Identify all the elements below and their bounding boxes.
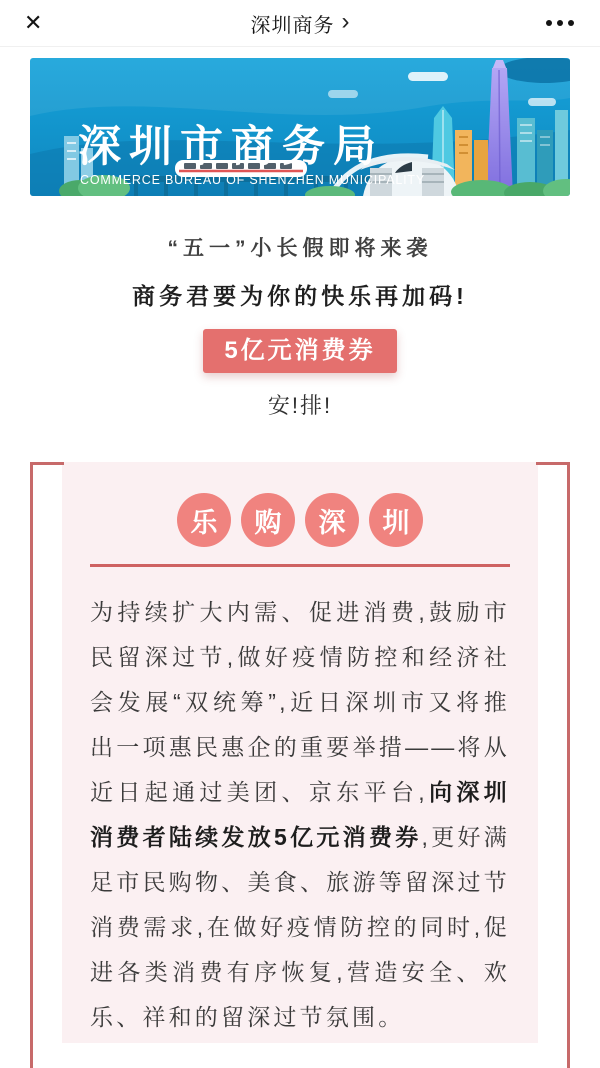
banner-image[interactable] bbox=[30, 58, 570, 196]
intro-line-2: 商务君要为你的快乐再加码! bbox=[132, 283, 468, 309]
paragraph-bold-text: 向深圳消费者陆续发放5亿元消费券 bbox=[90, 779, 510, 850]
intro-line-3: 安!排! bbox=[267, 393, 333, 418]
title-badges bbox=[62, 462, 538, 547]
close-icon[interactable]: ✕ bbox=[24, 10, 43, 35]
content-panel bbox=[62, 462, 538, 1043]
divider-line bbox=[90, 564, 510, 567]
chevron-right-icon: › bbox=[341, 8, 350, 35]
banner-title: 深圳市商务局 bbox=[78, 123, 384, 171]
article-paragraph bbox=[90, 590, 510, 1040]
more-icon[interactable] bbox=[546, 20, 574, 26]
title-badge: 圳 bbox=[369, 493, 423, 547]
banner-illustration bbox=[30, 58, 570, 196]
paragraph-text: 为持续扩大内需、促进消费,鼓励市民留深过节,做好疫情防控和经济社会发展“双统筹”,近日深圳市又将推出一项惠民惠企的重要举措——将从近日起通过美团、京东平台, bbox=[90, 599, 510, 805]
title-badge: 购 bbox=[241, 493, 295, 547]
more-dot bbox=[557, 20, 563, 26]
article-intro bbox=[0, 234, 600, 421]
decorated-frame bbox=[30, 462, 570, 1068]
title-badge: 深 bbox=[305, 493, 359, 547]
more-dot bbox=[546, 20, 552, 26]
topbar bbox=[0, 0, 600, 47]
more-dot bbox=[568, 20, 574, 26]
title-badge: 乐 bbox=[177, 493, 231, 547]
banner-subtitle: COMMERCE BUREAU OF SHENZHEN MUNICIPALITY bbox=[80, 173, 425, 187]
account-title[interactable] bbox=[251, 9, 350, 38]
account-title-text: 深圳商务 bbox=[250, 14, 335, 37]
paragraph-text: ,更好满足市民购物、美食、旅游等留深过节消费需求,在做好疫情防控的同时,促进各类消费有序恢复,营造安全、欢乐、祥和的留深过节氛围。 bbox=[90, 824, 510, 1030]
coupon-badge: 5亿元消费券 bbox=[203, 329, 396, 373]
intro-line-1: “五一”小长假即将来袭 bbox=[167, 237, 433, 260]
